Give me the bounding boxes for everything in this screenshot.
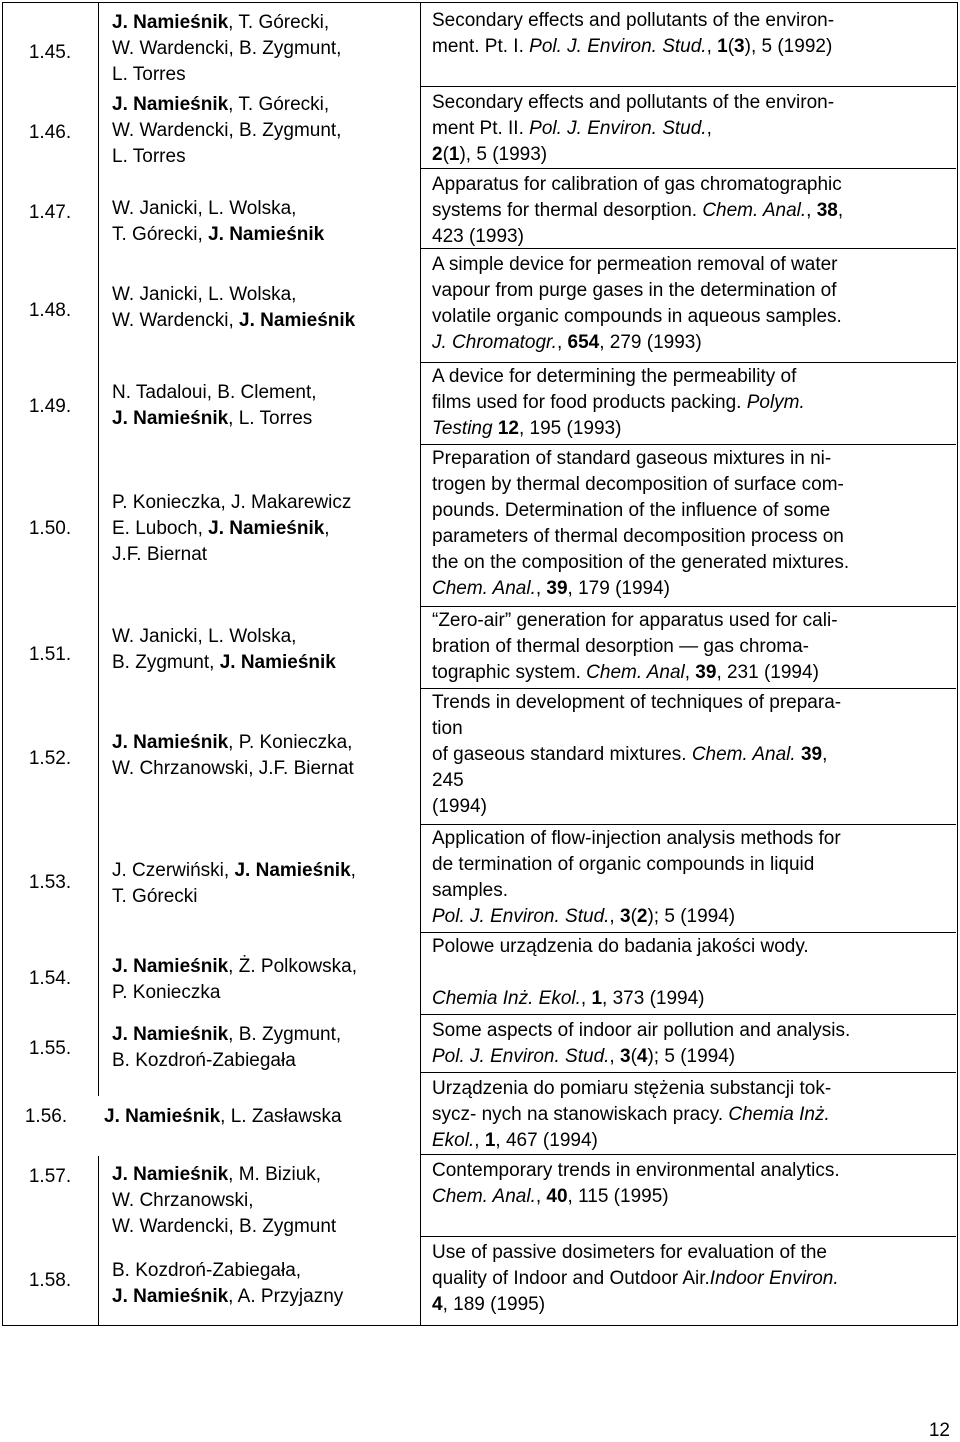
citation-line: A simple device for permeation removal of water (432, 254, 838, 275)
column-divider-2 (420, 2, 421, 1326)
author-line: J. Namieśnik, Ż. Polkowska, (112, 956, 357, 977)
row-divider (420, 606, 956, 607)
author-line: W. Wardencki, B. Zygmunt, (112, 38, 342, 59)
reference-number: 1.46. (28, 122, 72, 143)
citation-line: bration of thermal desorption — gas chroma- (432, 636, 810, 657)
citation-line: trogen by thermal decomposition of surface com- (432, 474, 844, 495)
reference-citation (432, 364, 952, 442)
reference-number: 1.53. (28, 872, 72, 893)
author-line: J. Namieśnik, B. Zygmunt, (112, 1024, 342, 1045)
row-divider (420, 1072, 956, 1073)
citation-line: volatile organic compounds in aqueous samples. (432, 306, 842, 327)
reference-citation (432, 446, 952, 602)
citation-line: vapour from purge gases in the determination of (432, 280, 837, 301)
row-divider (420, 86, 956, 87)
column-divider-1b (98, 1156, 99, 1326)
reference-citation (432, 1158, 952, 1210)
citation-line: Testing 12, 195 (1993) (432, 418, 622, 439)
author-line: T. Górecki (112, 886, 198, 907)
author-line: J. Namieśnik, P. Konieczka, (112, 732, 353, 753)
citation-line: Some aspects of indoor air pollution and analysis. (432, 1020, 851, 1041)
reference-authors (112, 1258, 412, 1310)
citation-line: sycz- nych na stanowiskach pracy. Chemia Inż. (432, 1104, 830, 1125)
citation-line: 245 (432, 770, 464, 791)
citation-line: ment. Pt. I. Pol. J. Environ. Stud., 1(3), 5 (1992) (432, 36, 833, 57)
citation-line: quality of Indoor and Outdoor Air.Indoor Environ. (432, 1268, 839, 1289)
author-line: E. Luboch, J. Namieśnik, (112, 518, 330, 539)
citation-line: Polowe urządzenia do badania jakości wody. (432, 936, 809, 957)
citation-line: Secondary effects and pollutants of the environ- (432, 10, 835, 31)
column-divider-1 (98, 2, 99, 1096)
citation-line: ment Pt. II. Pol. J. Environ. Stud., (432, 118, 712, 139)
row-divider (420, 1236, 956, 1237)
citation-line: Chem. Anal., 39, 179 (1994) (432, 578, 671, 599)
author-line: J. Czerwiński, J. Namieśnik, (112, 860, 356, 881)
citation-line: samples. (432, 880, 509, 901)
reference-authors (112, 730, 412, 782)
reference-authors (112, 92, 412, 170)
row-divider (420, 688, 956, 689)
citation-line: Urządzenia do pomiaru stężenia substancji tok- (432, 1078, 832, 1099)
reference-citation (432, 690, 952, 820)
citation-line (432, 960, 952, 986)
citation-line: Application of flow-injection analysis methods for (432, 828, 841, 849)
citation-line: pounds. Determination of the influence of some (432, 500, 831, 521)
row-divider (420, 824, 956, 825)
citation-line: 4, 189 (1995) (432, 1294, 546, 1315)
author-line: L. Torres (112, 64, 186, 85)
author-line: B. Zygmunt, J. Namieśnik (112, 652, 336, 673)
author-line: B. Kozdroń-Zabiegała (112, 1050, 296, 1071)
citation-line: Use of passive dosimeters for evaluation of the (432, 1242, 827, 1263)
reference-number: 1.49. (28, 396, 72, 417)
author-line: W. Chrzanowski, (112, 1190, 254, 1211)
row-divider (420, 1014, 956, 1015)
reference-authors (112, 380, 412, 432)
reference-citation (432, 934, 952, 1012)
citation-line: Chem. Anal., 40, 115 (1995) (432, 1186, 669, 1207)
reference-citation (432, 608, 952, 686)
page-number: 12 (928, 1420, 950, 1441)
citation-line: Contemporary trends in environmental analytics. (432, 1160, 840, 1181)
citation-line: 2(1), 5 (1993) (432, 144, 548, 165)
author-line: W. Janicki, L. Wolska, (112, 626, 297, 647)
reference-number: 1.57. (28, 1166, 72, 1187)
author-line: J. Namieśnik, A. Przyjazny (112, 1286, 344, 1307)
reference-citation (432, 826, 952, 930)
row-divider (420, 444, 956, 445)
citation-line: tographic system. Chem. Anal, 39, 231 (1994) (432, 662, 819, 683)
reference-citation (432, 1240, 952, 1318)
citation-line: J. Chromatogr., 654, 279 (1993) (432, 332, 702, 353)
reference-number: 1.50. (28, 518, 72, 539)
reference-authors (112, 954, 412, 1006)
reference-number: 1.55. (28, 1038, 72, 1059)
citation-line: Secondary effects and pollutants of the environ- (432, 92, 835, 113)
reference-citation (432, 90, 952, 168)
author-line: T. Górecki, J. Namieśnik (112, 224, 325, 245)
author-line: W. Wardencki, B. Zygmunt, (112, 120, 342, 141)
author-line: W. Janicki, L. Wolska, (112, 198, 297, 219)
citation-line: Pol. J. Environ. Stud., 3(4); 5 (1994) (432, 1046, 736, 1067)
author-line: N. Tadaloui, B. Clement, (112, 382, 317, 403)
citation-line: films used for food products packing. Polym. (432, 392, 805, 413)
author-line: J. Namieśnik, T. Górecki, (112, 94, 330, 115)
author-line: W. Wardencki, J. Namieśnik (112, 310, 356, 331)
reference-number: 1.45. (28, 42, 72, 63)
author-line: W. Wardencki, B. Zygmunt (112, 1216, 337, 1237)
reference-authors (112, 10, 412, 88)
citation-line: “Zero-air” generation for apparatus used for cali- (432, 610, 838, 631)
reference-number: 1.51. (28, 644, 72, 665)
citation-line: Chemia Inż. Ekol., 1, 373 (1994) (432, 988, 705, 1009)
citation-line: systems for thermal desorption. Chem. Anal., 38, (432, 200, 844, 221)
reference-number: 1.52. (28, 748, 72, 769)
author-line: J.F. Biernat (112, 544, 208, 565)
citation-line: 423 (1993) (432, 226, 524, 247)
reference-authors (112, 624, 412, 676)
reference-citation (432, 252, 952, 356)
author-line: J. Namieśnik, L. Zasławska (104, 1106, 342, 1127)
reference-authors (112, 196, 412, 248)
author-line: W. Janicki, L. Wolska, (112, 284, 297, 305)
author-line: L. Torres (112, 146, 186, 167)
author-line: J. Namieśnik, T. Górecki, (112, 12, 330, 33)
author-line: P. Konieczka (112, 982, 221, 1003)
reference-authors (112, 1022, 412, 1074)
reference-authors (112, 282, 412, 334)
reference-number: 1.58. (28, 1270, 72, 1291)
citation-line: A device for determining the permeability of (432, 366, 797, 387)
citation-line: Ekol., 1, 467 (1994) (432, 1130, 598, 1151)
row-divider (420, 168, 956, 169)
citation-line: tion (432, 718, 463, 739)
row-divider (420, 1154, 956, 1155)
citation-line: de termination of organic compounds in liquid (432, 854, 815, 875)
citation-line: Apparatus for calibration of gas chromatographic (432, 174, 842, 195)
row-divider (420, 362, 956, 363)
author-line: P. Konieczka, J. Makarewicz (112, 492, 352, 513)
reference-number: 1.48. (28, 300, 72, 321)
author-line: W. Chrzanowski, J.F. Biernat (112, 758, 354, 779)
citation-line: Preparation of standard gaseous mixtures in ni- (432, 448, 832, 469)
reference-citation (432, 1018, 952, 1070)
citation-line: the on the composition of the generated mixtures. (432, 552, 850, 573)
reference-citation (432, 1076, 952, 1154)
citation-line: parameters of thermal decomposition process on (432, 526, 844, 547)
reference-number: 1.56. (24, 1106, 68, 1127)
citation-line: (1994) (432, 796, 487, 817)
row-divider (420, 932, 956, 933)
reference-authors (104, 1104, 404, 1130)
author-line: J. Namieśnik, L. Torres (112, 408, 313, 429)
author-line: B. Kozdroń-Zabiegała, (112, 1260, 302, 1281)
author-line: J. Namieśnik, M. Biziuk, (112, 1164, 322, 1185)
reference-citation (432, 8, 952, 60)
reference-number: 1.54. (28, 968, 72, 989)
reference-citation (432, 172, 952, 250)
citation-line: Trends in development of techniques of prepara- (432, 692, 842, 713)
reference-authors (112, 490, 412, 568)
reference-authors (112, 1162, 412, 1240)
citation-line: of gaseous standard mixtures. Chem. Anal. 39, (432, 744, 828, 765)
reference-number: 1.47. (28, 202, 72, 223)
citation-line: Pol. J. Environ. Stud., 3(2); 5 (1994) (432, 906, 736, 927)
reference-authors (112, 858, 412, 910)
